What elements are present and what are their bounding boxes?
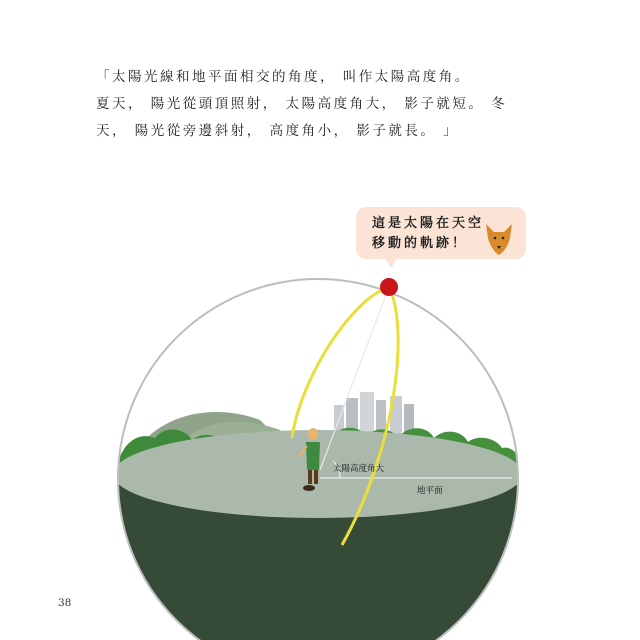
bubble-line: 移動的軌跡！ xyxy=(372,236,469,251)
paragraph-line: 夏天， 陽光從頭頂照射， 太陽高度角大， 影子就短。 冬 xyxy=(96,96,508,112)
page-number: 38 xyxy=(58,597,72,609)
paragraph-line: 天， 陽光從旁邊斜射， 高度角小， 影子就長。 」 xyxy=(96,123,460,139)
angle-label: 太陽高度角大 xyxy=(333,464,385,474)
fox-icon xyxy=(484,222,514,256)
speech-bubble-text xyxy=(372,214,484,254)
bubble-line: 這是太陽在天空 xyxy=(372,216,485,231)
speech-bubble-tail xyxy=(384,256,398,268)
paragraph-line: 「太陽光線和地平面相交的角度， 叫作太陽高度角。 xyxy=(96,69,471,85)
sun xyxy=(380,278,398,296)
ground-label: 地平面 xyxy=(417,486,443,496)
